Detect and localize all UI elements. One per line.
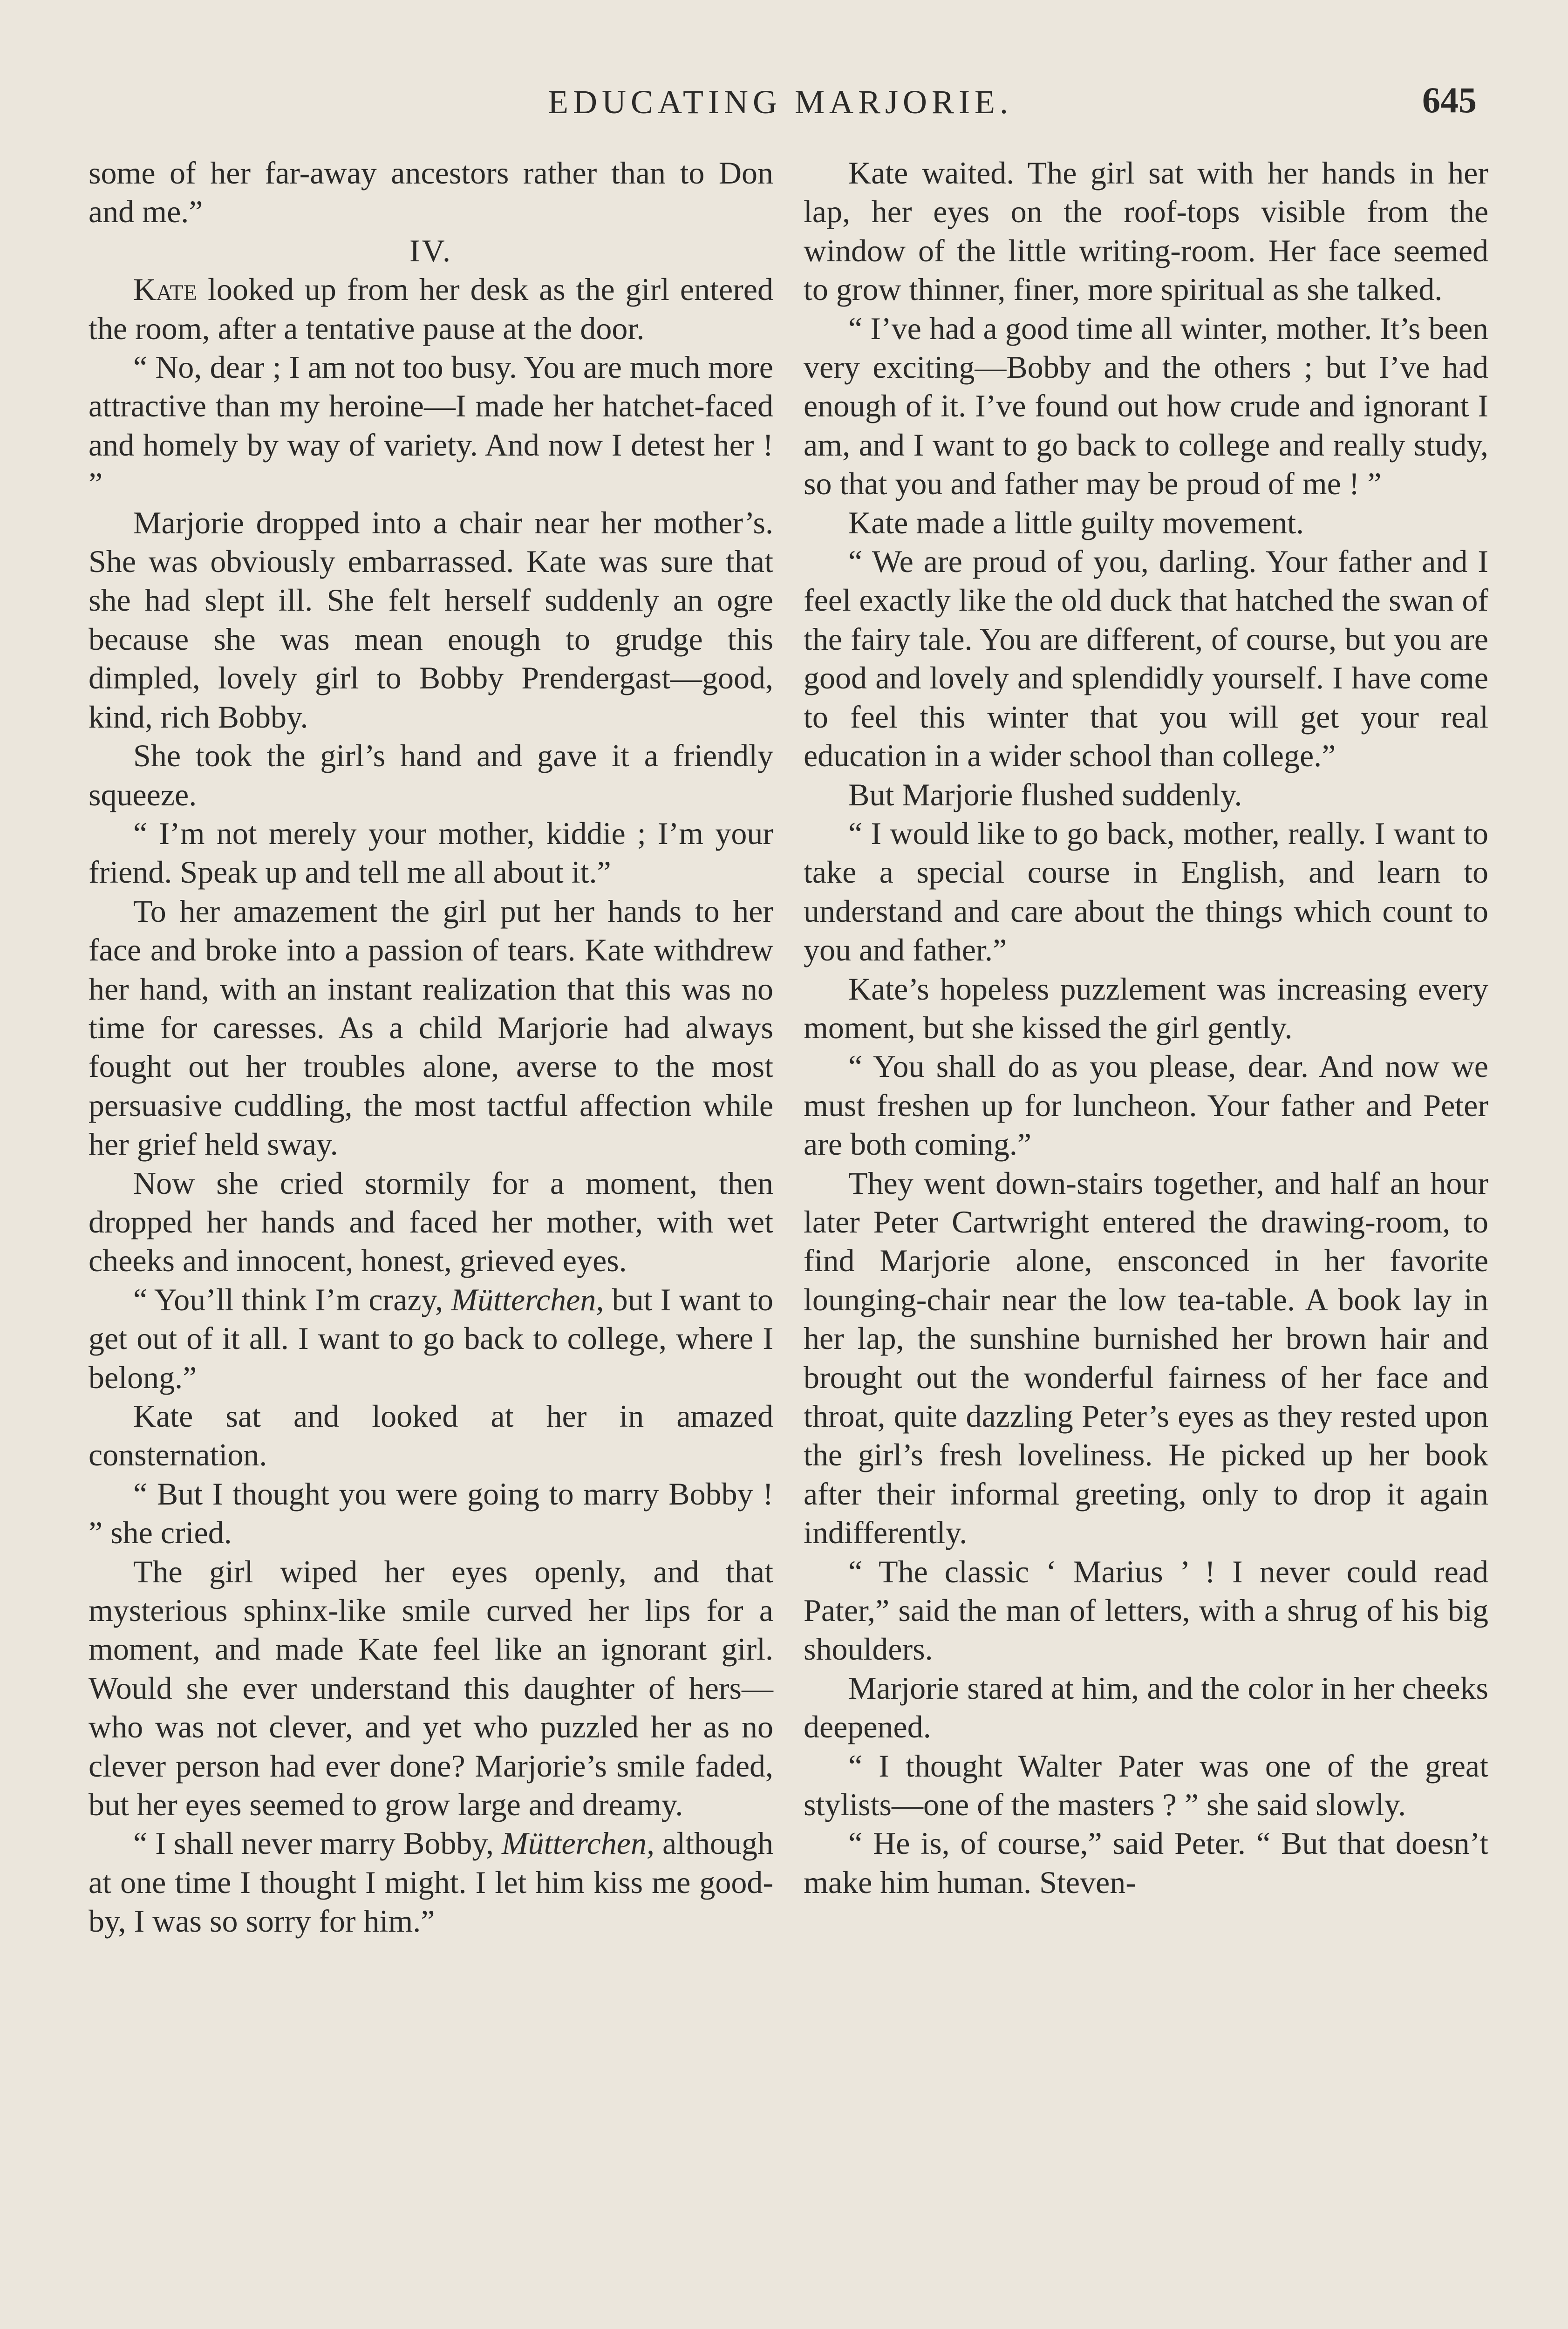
paragraph: Kate waited. The girl sat with her hands in her lap, her eyes on the roof-tops visible from the window of the little writing-room. Her face seemed to grow thinner, finer, more spiritual as she talked.	[804, 155, 1488, 307]
paragraph: The girl wiped her eyes openly, and that mysterious sphinx-like smile curved her lips for a moment, and made Kate feel like an ignorant girl. Would she ever understand this daughter of hers—who was not clever, and yet who puzzled her as no clever person had ever done? Marjorie’s smile faded, but her eyes seemed to grow large and dreamy.	[89, 1553, 773, 1823]
paragraph: Kate sat and looked at her in amazed consternation.	[89, 1398, 773, 1473]
paragraph: Marjorie dropped into a chair near her mother’s. She was obviously embarrassed. Kate was sure that she had slept ill. She felt herself suddenly an ogre because she was mean enough to grudge this dimpled, lovely girl to Bobby Prendergast—good, kind, rich Bobby.	[89, 504, 773, 735]
paragraph-text: looked up from her desk as the girl entered the room, after a tentative pause at the door.	[89, 272, 773, 346]
left-column	[89, 154, 773, 1941]
italic-word: Mütterchen,	[502, 1825, 654, 1861]
paragraph	[89, 1280, 773, 1397]
running-title: EDUCATING MARJORIE.	[548, 83, 1013, 121]
paragraph: “ I’m not merely your mother, kiddie ; I’m your friend. Speak up and tell me all about it.”	[89, 815, 773, 890]
paragraph: “ But I thought you were going to marry Bobby ! ” she cried.	[89, 1476, 773, 1551]
page-number: 645	[1422, 80, 1477, 120]
paragraph	[89, 270, 773, 348]
paragraph: “ You shall do as you please, dear. And now we must freshen up for luncheon. Your father and Peter are both coming.”	[804, 1049, 1488, 1162]
paragraph: Now she cried stormily for a moment, then dropped her hands and faced her mother, with wet cheeks and innocent, honest, grieved eyes.	[89, 1165, 773, 1279]
right-column	[804, 154, 1488, 1902]
paragraph: “ No, dear ; I am not too busy. You are much more attractive than my heroine—I made her hatchet-faced and homely by way of variety. And now I detest her ! ”	[89, 349, 773, 502]
paragraph: Marjorie stared at him, and the color in her cheeks deepened.	[804, 1670, 1488, 1745]
paragraph: “ I’ve had a good time all winter, mother. It’s been very exciting—Bobby and the others ; but I’ve had enough of it. I’ve found out how crude and ignorant I am, and I want to go back to college and really study, so that you and father may be proud of me ! ”	[804, 310, 1488, 502]
paragraph: some of her far-away ancestors rather than to Don and me.”	[89, 155, 773, 230]
paragraph: “ The classic ‘ Marius ’ ! I never could read Pater,” said the man of letters, with a shrug of his big shoulders.	[804, 1553, 1488, 1667]
paragraph-text: but I want to get out of it all. I want to go back to college, where I belong.”	[89, 1281, 773, 1395]
paragraph: “ I thought Walter Pater was one of the great stylists—one of the masters ? ” she said slowly.	[804, 1748, 1488, 1823]
drop-word: Kate	[133, 272, 198, 307]
paragraph: Kate made a little guilty movement.	[848, 504, 1304, 540]
paragraph: Kate’s hopeless puzzlement was increasing every moment, but she kissed the girl gently.	[804, 971, 1488, 1045]
paragraph: “ He is, of course,” said Peter. “ But that doesn’t make him human. Steven-	[804, 1825, 1488, 1900]
paragraph-text: although at one time I thought I might. I let him kiss me good-by, I was so sorry for him.”	[89, 1825, 773, 1939]
paragraph: “ I would like to go back, mother, really. I want to take a special course in English, and learn to understand and care about the things which count to you and father.”	[804, 815, 1488, 968]
section-heading: IV.	[409, 232, 452, 268]
italic-word: Mütterchen,	[451, 1281, 604, 1317]
paragraph-text: “ You’ll think I’m crazy,	[133, 1281, 451, 1317]
paragraph: To her amazement the girl put her hands to her face and broke into a passion of tears. Kate withdrew her hand, with an instant realization that this was no time for caresses. As a child Marjorie had always fought out her troubles alone, averse to the most persuasive cuddling, the most tactful affection while her grief held sway.	[89, 893, 773, 1162]
paragraph: They went down-stairs together, and half an hour later Peter Cartwright entered the drawing-room, to find Marjorie alone, ensconced in her favorite lounging-chair near the low tea-table. A book lay in her lap, the sunshine burnished her brown hair and brought out the wonderful fairness of her face and throat, quite dazzling Peter’s eyes as they rested upon the girl’s fresh loveliness. He picked up her book after their informal greeting, only to drop it again indifferently.	[804, 1165, 1488, 1551]
running-head	[84, 79, 1477, 130]
paragraph-text: “ I shall never marry Bobby,	[133, 1825, 502, 1861]
paragraph: She took the girl’s hand and gave it a friendly squeeze.	[89, 738, 773, 812]
paragraph: “ We are proud of you, darling. Your father and I feel exactly like the old duck that hatched the swan of the fairy tale. You are different, of course, but you are good and lovely and splendidly yourself. I have come to feel this winter that you will get your real education in a wider school than college.”	[804, 544, 1488, 774]
paragraph: But Marjorie flushed suddenly.	[848, 776, 1242, 812]
paragraph	[89, 1824, 773, 1941]
